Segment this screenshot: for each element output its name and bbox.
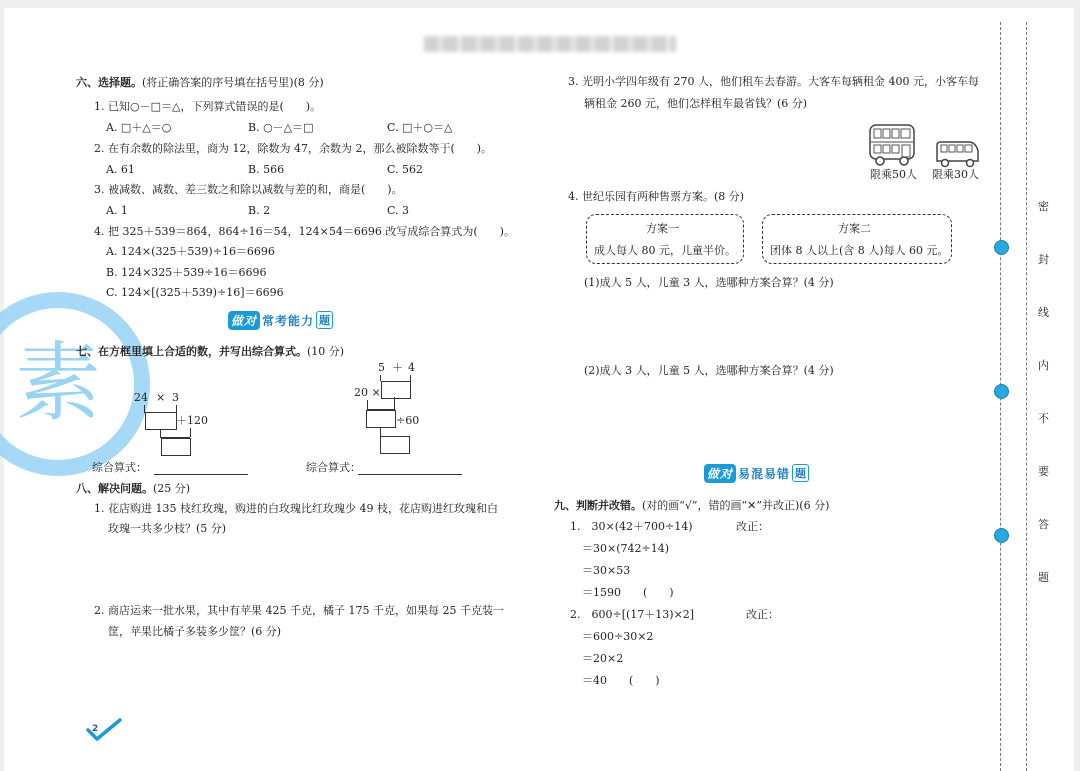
q6-1-stem: 1. 已知○－□＝△，下列算式错误的是( )。: [94, 100, 322, 113]
big-bus-icon: [868, 123, 916, 167]
q8-4-sub2: (2)成人 3 人，儿童 5 人，选哪种方案合算？(4 分): [584, 364, 834, 377]
q9-2-line1: 2. 600÷[(17＋13)×2]: [570, 608, 695, 621]
diagram2-box3[interactable]: [380, 436, 410, 454]
q8-2-line2: 筐，苹果比橘子多装多少筐？(6 分): [108, 625, 282, 638]
plan-one-text: 成人每人 80 元，儿童半价。: [594, 244, 736, 257]
q9-2-line3: ＝20×2: [582, 652, 624, 665]
seal-char-2: 封: [1038, 253, 1049, 266]
diagram1-op1: ×: [156, 391, 166, 404]
q8-2-line1: 2. 商店运来一批水果，其中有苹果 425 千克，橘子 175 千克，如果每 25 千克装一: [94, 604, 504, 617]
q6-2-option-b: B. 566: [248, 163, 285, 176]
q6-3-option-c: C. 3: [387, 204, 410, 217]
diagram2-op2: ÷60: [396, 414, 420, 427]
plan-two-title: 方案二: [838, 222, 871, 235]
seal-char-8: 题: [1038, 571, 1049, 584]
q6-4-stem: 4. 把 325＋539＝864，864÷16＝54，124×54＝6696 改写成综合算式为( )。: [94, 225, 515, 238]
seal-char-6: 要: [1038, 465, 1049, 478]
q9-2-fix-label: 改正：: [746, 608, 779, 621]
q9-2-line4: ＝40 ( ): [582, 674, 660, 687]
watermark-stamp: [0, 290, 152, 478]
q9-1-line3: ＝30×53: [582, 564, 631, 577]
seal-char-3: 线: [1038, 306, 1049, 319]
q9-1-line1: 1. 30×(42＋700÷14): [570, 520, 693, 533]
diagram2-num1: 5: [378, 361, 385, 374]
q6-2-stem: 2. 在有余数的除法里，商为 12，除数为 47，余数为 2，那么被除数等于( )。: [94, 142, 493, 155]
q6-1-option-c: C. □＋○＝△: [387, 121, 453, 134]
seal-hole-1: [994, 240, 1009, 255]
q6-1-option-b: B. ○－△＝□: [248, 121, 314, 134]
seal-char-4: 内: [1038, 359, 1049, 372]
seal-char-7: 答: [1038, 518, 1049, 531]
section7-heading: 七、在方框里填上合适的数，并写出综合算式。(10 分): [76, 345, 345, 358]
diagram2-box1[interactable]: [381, 381, 411, 399]
diagram1-answer-line[interactable]: [154, 474, 248, 475]
seal-char-5: 不: [1038, 412, 1049, 425]
q9-1-line4: ＝1590 ( ): [582, 586, 674, 599]
diagram1-num2: 3: [172, 391, 179, 404]
q8-4-stem: 4. 世纪乐园有两种售票方案。(8 分): [568, 190, 745, 203]
seal-char-1: 密: [1038, 200, 1049, 213]
big-bus-caption: 限乘50人: [870, 168, 917, 181]
diagram2-answer-line[interactable]: [358, 474, 462, 475]
seal-hole-2: [994, 384, 1009, 399]
diagram1-op2: ＋120: [176, 414, 208, 427]
banner-easily-confused: 做对 易混易错 题: [704, 463, 809, 483]
q6-3-option-a: A. 1: [106, 204, 128, 217]
q8-4-sub1: (1)成人 5 人，儿童 3 人，选哪种方案合算？(4 分): [584, 276, 834, 289]
diagram2-op1: ＋: [392, 361, 403, 374]
plan-one-title: 方案一: [646, 222, 679, 235]
blurred-header: [424, 36, 676, 52]
q6-4-option-b: B. 124×325＋539÷16＝6696: [106, 266, 267, 279]
q6-3-stem: 3. 被减数、减数、差三数之和除以减数与差的和，商是( )。: [94, 183, 403, 196]
q6-4-option-a: A. 124×(325＋539)÷16＝6696: [106, 245, 275, 258]
q9-1-line2: ＝30×(742÷14): [582, 542, 670, 555]
small-bus-icon: [934, 139, 980, 169]
svg-text:2: 2: [92, 724, 99, 734]
diagram2-box2[interactable]: [366, 410, 396, 428]
q9-1-fix-label: 改正：: [736, 520, 769, 533]
q6-4-option-c: C. 124×[(325＋539)÷16]＝6696: [106, 286, 284, 299]
svg-text:素: 素: [15, 333, 101, 433]
section6-heading: 六、选择题。(将正确答案的序号填在括号里)(8 分): [76, 76, 324, 89]
diagram1-num1: 24: [134, 391, 148, 404]
q8-1-line1: 1. 花店购进 135 枝红玫瑰，购进的白玫瑰比红玫瑰少 49 枝，花店购进红玫瑰和白: [94, 502, 498, 515]
small-bus-caption: 限乘30人: [932, 168, 979, 181]
diagram1-box1[interactable]: [145, 412, 177, 430]
q8-3-line2: 辆租金 260 元，他们怎样租车最省钱？(6 分): [584, 97, 808, 110]
diagram1-box2[interactable]: [161, 438, 191, 456]
seal-dashed-line-outer: [1026, 22, 1027, 771]
q6-3-option-b: B. 2: [248, 204, 271, 217]
diagram2-num2: 4: [408, 361, 415, 374]
section9-heading: 九、判断并改错。(对的画“√”，错的画“✕”并改正)(6 分): [554, 499, 830, 512]
plan-two-text: 团体 8 人以上(含 8 人)每人 60 元。: [770, 244, 949, 257]
section8-heading: 八、解决问题。(25 分): [76, 482, 191, 495]
diagram2-formula-label: 综合算式：: [306, 461, 361, 474]
q8-3-line1: 3. 光明小学四年级有 270 人，他们租车去春游。大客车每辆租金 400 元，小客车每: [568, 75, 979, 88]
diagram2-pre: 20 ×: [354, 386, 381, 399]
banner-common-ability: 做对 常考能力 题: [228, 310, 333, 330]
seal-hole-3: [994, 528, 1009, 543]
q9-2-line2: ＝600÷30×2: [582, 630, 654, 643]
q8-1-line2: 玫瑰一共多少枝？(5 分): [108, 522, 227, 535]
q6-1-option-a: A. □＋△＝○: [106, 121, 172, 134]
diagram1-formula-label: 综合算式：: [92, 461, 147, 474]
q6-2-option-a: A. 61: [106, 163, 135, 176]
page-check-logo: [86, 718, 122, 742]
q6-2-option-c: C. 562: [387, 163, 424, 176]
worksheet-page: [4, 8, 1074, 771]
